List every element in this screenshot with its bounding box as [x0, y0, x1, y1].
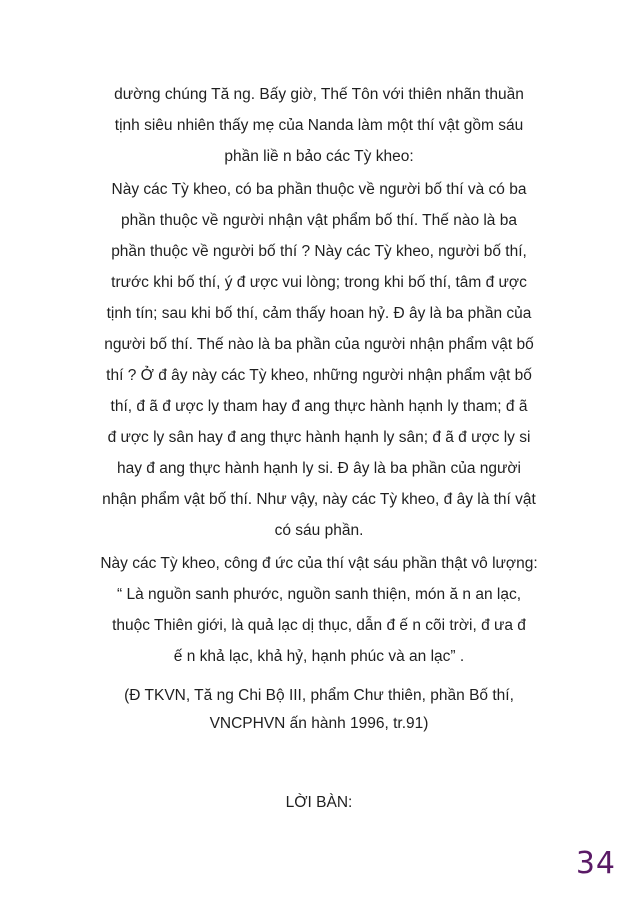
page-number: 34	[575, 846, 616, 881]
text-line: thí, đ ã đ ược ly tham hay đ ang thực hành hạnh ly tham; đ ã	[110, 398, 528, 415]
text-line: đ ược ly sân hay đ ang thực hành hạnh ly sân; đ ã đ ược ly si	[107, 429, 531, 446]
text-line: tịnh siêu nhiên thấy mẹ của Nanda làm một thí vật gồm sáu	[114, 117, 524, 134]
paragraph-merit	[60, 548, 578, 672]
text-line: Này các Tỳ kheo, có ba phần thuộc về người bố thí và có ba	[111, 181, 527, 198]
text-line: VNCPHVN ấn hành 1996, tr.91)	[209, 715, 429, 732]
text-line: ế n khả lạc, khả hỷ, hạnh phúc và an lạc” .	[173, 648, 465, 665]
section-heading: LỜI BÀN:	[285, 794, 353, 811]
text-line: nhận phẩm vật bố thí. Như vậy, này các Tỳ kheo, đ ây là thí vật	[102, 491, 536, 508]
text-line: người bố thí. Thế nào là ba phần của người nhận phẩm vật bố	[104, 336, 534, 353]
text-line: “ Là nguồn sanh phước, nguồn sanh thiện, món ă n an lạc,	[116, 586, 521, 603]
citation	[60, 682, 578, 738]
text-line: phần thuộc về người nhận vật phẩm bố thí. Thế nào là ba	[121, 212, 517, 229]
text-line: thuộc Thiên giới, là quả lạc dị thục, dẫn đ ế n cõi trời, đ ưa đ	[112, 617, 526, 634]
text-line: phần liề n bảo các Tỳ kheo:	[224, 148, 414, 165]
text-line: (Đ TKVN, Tă ng Chi Bộ III, phẩm Chư thiên, phần Bố thí,	[124, 687, 514, 704]
text-line: có sáu phần.	[274, 522, 364, 539]
text-line: phần thuộc về người bố thí ? Này các Tỳ kheo, người bố thí,	[111, 243, 527, 260]
text-line: dường chúng Tă ng. Bấy giờ, Thế Tôn với thiên nhãn thuần	[114, 86, 524, 103]
text-line: hay đ ang thực hành hạnh ly si. Đ ây là ba phần của người	[116, 460, 522, 477]
text-line: trước khi bố thí, ý đ ược vui lòng; trong khi bố thí, tâm đ ược	[111, 274, 527, 291]
paragraph-intro	[60, 79, 578, 172]
text-line: tịnh tín; sau khi bố thí, cảm thấy hoan hỷ. Đ ây là ba phần của	[106, 305, 532, 322]
text-line: Này các Tỳ kheo, công đ ức của thí vật sáu phần thật vô lượng:	[100, 555, 538, 572]
paragraph-three-parts	[60, 174, 578, 546]
text-line: thí ? Ở đ ây này các Tỳ kheo, những người nhận phẩm vật bố	[106, 367, 532, 384]
